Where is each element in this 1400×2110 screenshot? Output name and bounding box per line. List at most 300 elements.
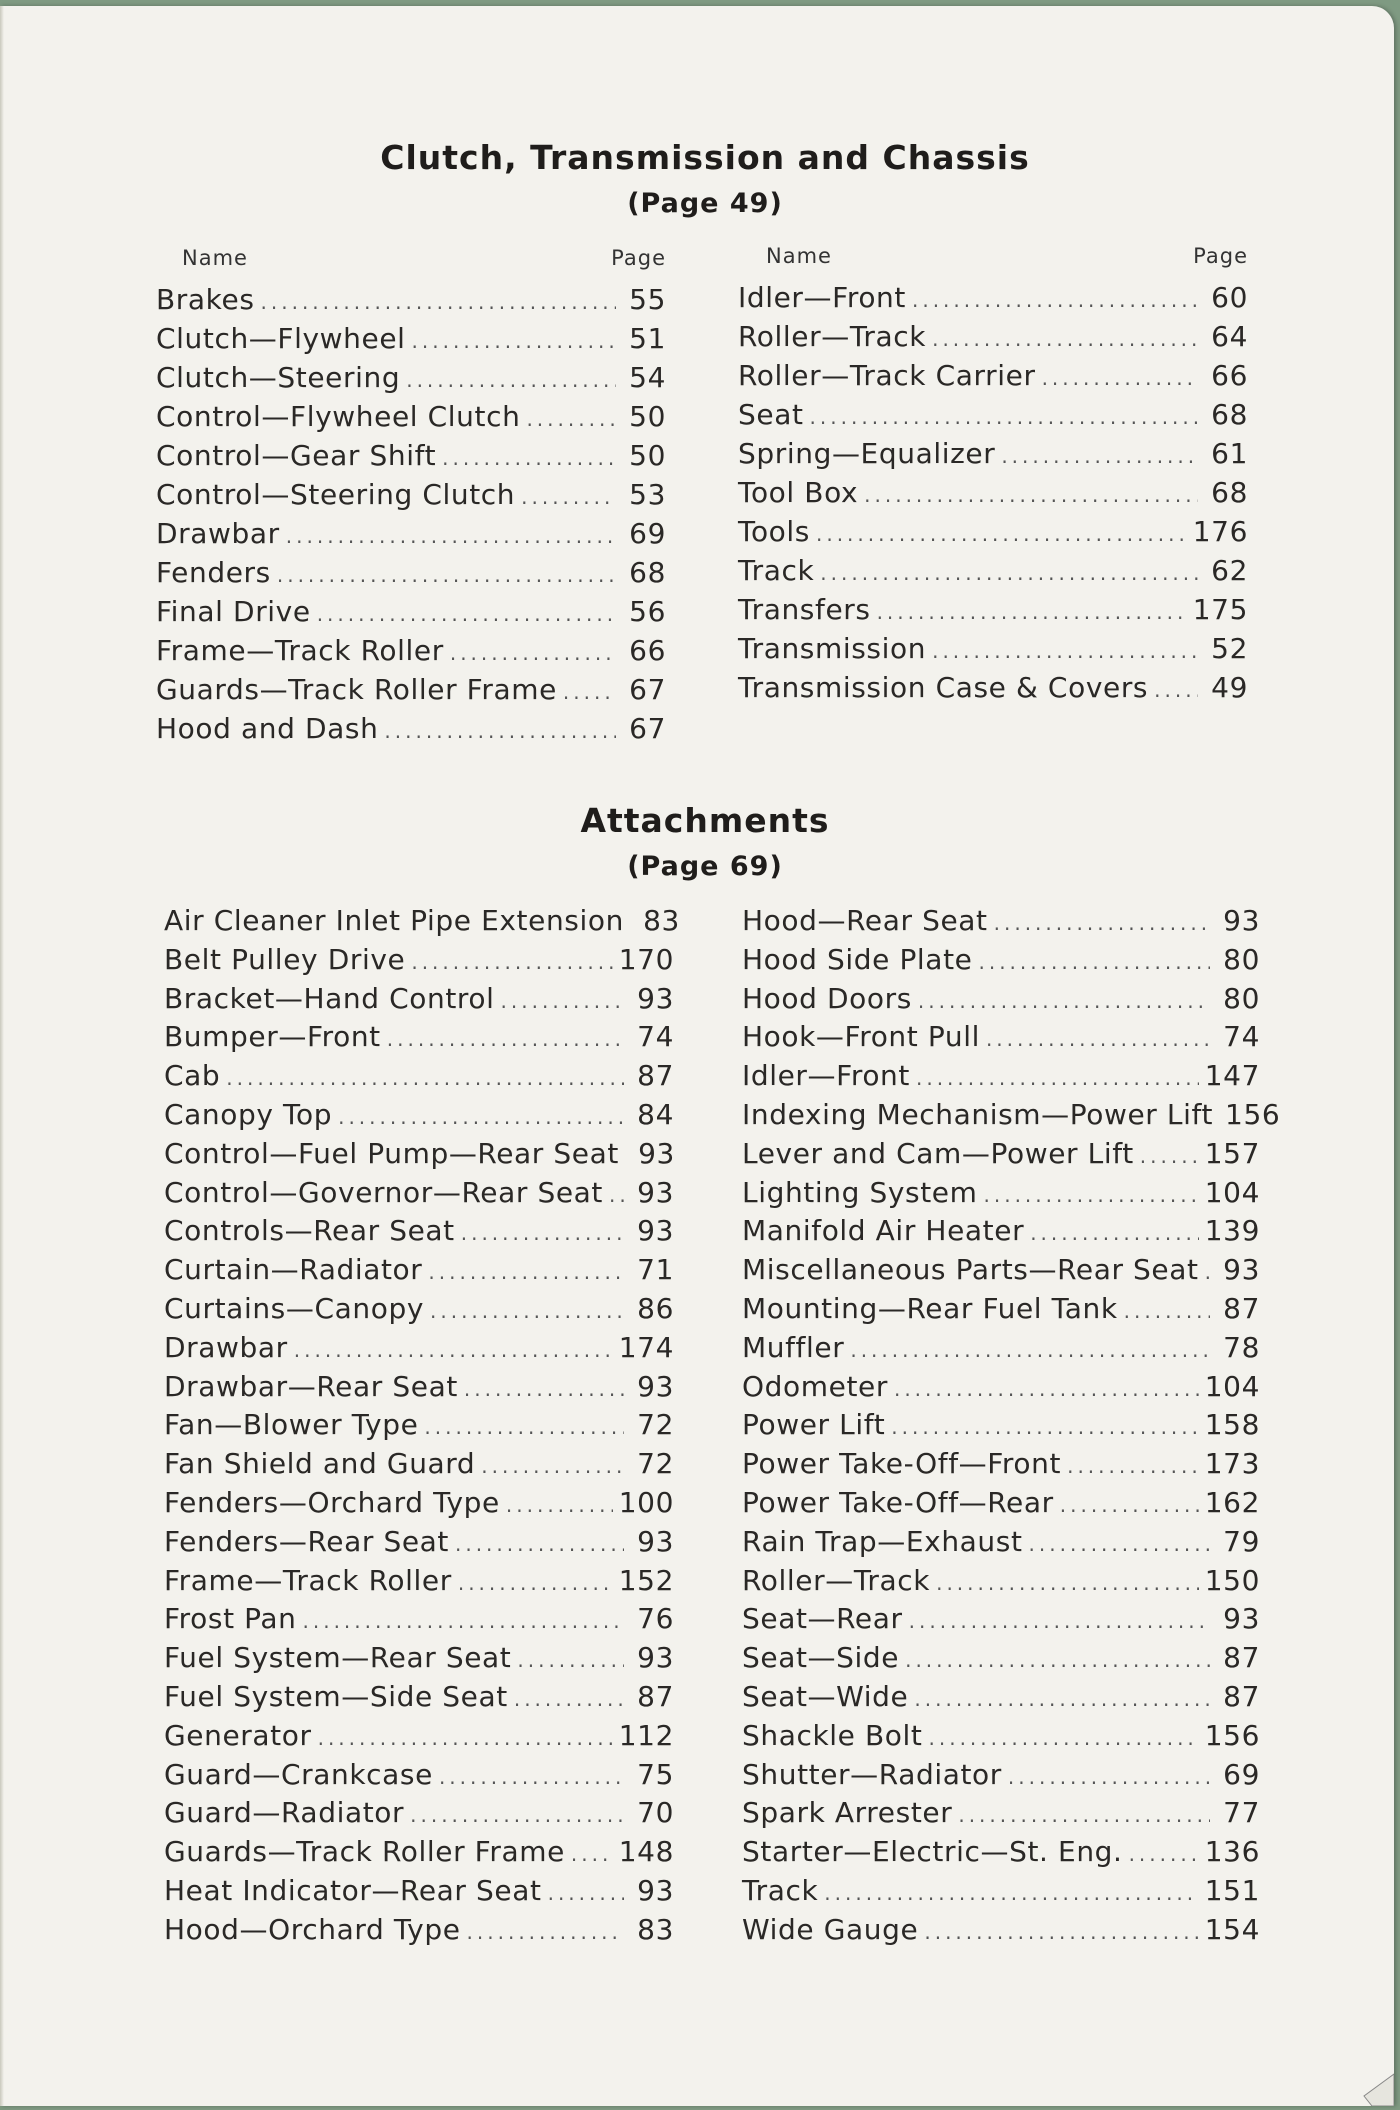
entry-name: Rain Trap—Exhaust [742, 1524, 1023, 1558]
index-entry [164, 1756, 674, 1795]
dot-leader [226, 1059, 624, 1098]
index-entry [164, 1484, 674, 1523]
index-entry [164, 1600, 674, 1639]
entry-name: Hood Side Plate [742, 942, 973, 976]
entry-page-number: 66 [1211, 359, 1248, 392]
entry-name: Clutch—Flywheel [156, 322, 406, 355]
index-entry [742, 1057, 1260, 1096]
entry-name: Manifold Air Heater [742, 1214, 1025, 1248]
dot-leader [458, 1564, 613, 1603]
index-entry [742, 1678, 1260, 1717]
dot-leader [932, 320, 1198, 359]
entry-page-number: 64 [1211, 320, 1248, 353]
dot-leader [410, 1796, 624, 1835]
entry-page-number: 75 [637, 1757, 674, 1791]
entry-page-number: 80 [1223, 942, 1260, 976]
entry-name: Hook—Front Pull [742, 1020, 980, 1054]
entry-name: Final Drive [156, 595, 311, 628]
entry-page-number: 156 [1225, 1097, 1281, 1131]
index-entry [156, 280, 666, 319]
index-entry [164, 1212, 674, 1251]
entry-name: Track [742, 1873, 819, 1907]
entry-name: Cab [164, 1059, 221, 1093]
entry-name: Belt Pulley Drive [164, 942, 406, 976]
entry-page-number: 93 [1223, 1602, 1260, 1636]
entry-name: Miscellaneous Parts—Rear Seat [742, 1253, 1199, 1287]
entry-page-number: 156 [1204, 1718, 1260, 1752]
entry-name: Power Lift [742, 1408, 886, 1442]
index-entry [742, 1096, 1281, 1135]
index-entry [164, 1872, 674, 1911]
entry-name: Lever and Cam—Power Lift [742, 1136, 1134, 1170]
index-entry [742, 1833, 1260, 1872]
dot-leader [984, 1176, 1199, 1215]
index-entry [742, 1562, 1260, 1601]
dot-leader [924, 1913, 1198, 1952]
index-entry [742, 1717, 1260, 1756]
entry-name: Fenders—Rear Seat [164, 1524, 449, 1558]
dot-leader [501, 982, 624, 1021]
dot-leader [1060, 1486, 1199, 1525]
entry-name: Shutter—Radiator [742, 1757, 1002, 1791]
dot-leader [609, 1176, 624, 1215]
entry-name: Heat Indicator—Rear Seat [164, 1873, 542, 1907]
entry-page-number: 79 [1223, 1524, 1260, 1558]
dot-leader [994, 904, 1210, 943]
dot-leader [816, 515, 1187, 554]
entry-page-number: 66 [629, 634, 666, 667]
page-curl-icon [1354, 2066, 1394, 2106]
entry-page-number: 136 [1204, 1835, 1260, 1869]
dot-leader [1030, 1214, 1199, 1253]
dot-leader [318, 1719, 613, 1758]
dot-leader [526, 400, 616, 439]
index-entry [164, 941, 674, 980]
entry-page-number: 60 [1211, 281, 1248, 314]
dot-leader [1008, 1758, 1210, 1797]
index-entry [738, 668, 1248, 707]
entry-name: Power Take-Off—Front [742, 1447, 1062, 1481]
dot-leader [548, 1874, 624, 1913]
entry-name: Track [738, 554, 815, 587]
entry-page-number: 53 [629, 478, 666, 511]
entry-page-number: 50 [629, 400, 666, 433]
index-entry [742, 1639, 1260, 1678]
entry-page-number: 76 [637, 1602, 674, 1636]
entry-name: Transmission [738, 632, 927, 665]
index-entry [738, 395, 1248, 434]
dot-leader [912, 281, 1198, 320]
entry-name: Fan—Blower Type [164, 1408, 419, 1442]
entry-page-number: 74 [637, 1020, 674, 1054]
entry-name: Canopy Top [164, 1097, 333, 1131]
column-header-page: Page [1193, 244, 1248, 268]
index-entry [742, 1368, 1260, 1407]
entry-name: Idler—Front [738, 281, 906, 314]
entry-name: Control—Flywheel Clutch [156, 400, 521, 433]
dot-leader [1001, 437, 1198, 476]
index-entry [742, 1018, 1260, 1057]
entry-name: Odometer [742, 1369, 888, 1403]
dot-leader [521, 478, 616, 517]
entry-page-number: 104 [1204, 1369, 1260, 1403]
dot-leader [455, 1525, 624, 1564]
dot-leader [936, 1564, 1199, 1603]
entry-name: Guard—Crankcase [164, 1757, 433, 1791]
entry-name: Seat [738, 398, 804, 431]
entry-name: Curtains—Canopy [164, 1291, 424, 1325]
index-entry [742, 1290, 1260, 1329]
entry-page-number: 87 [1223, 1291, 1260, 1325]
dot-leader [514, 1680, 624, 1719]
entry-name: Roller—Track Carrier [738, 359, 1036, 392]
entry-page-number: 67 [629, 673, 666, 706]
entry-name: Roller—Track [738, 320, 927, 353]
entry-name: Guards—Track Roller Frame [156, 673, 557, 706]
entry-name: Seat—Side [742, 1641, 900, 1675]
dot-leader [916, 1059, 1199, 1098]
entry-page-number: 62 [1211, 554, 1248, 587]
entry-page-number: 162 [1204, 1485, 1260, 1519]
entry-name: Lighting System [742, 1175, 978, 1209]
entry-name: Hood—Orchard Type [164, 1912, 461, 1946]
entry-name: Drawbar [164, 1330, 288, 1364]
entry-name: Control—Gear Shift [156, 439, 437, 472]
entry-page-number: 72 [637, 1447, 674, 1481]
dot-leader [286, 517, 616, 556]
index-entry [742, 1251, 1260, 1290]
entry-page-number: 87 [637, 1059, 674, 1093]
entry-name: Spring—Equalizer [738, 437, 996, 470]
dot-leader [406, 361, 616, 400]
entry-page-number: 170 [618, 942, 674, 976]
index-entry [738, 434, 1248, 473]
entry-page-number: 61 [1211, 437, 1248, 470]
entry-page-number: 54 [629, 361, 666, 394]
entry-page-number: 150 [1204, 1563, 1260, 1597]
section-subtitle-attachments: (Page 69) [627, 851, 783, 882]
clutch-right-column [738, 278, 1248, 707]
dot-leader [905, 1641, 1210, 1680]
entry-page-number: 87 [1223, 1641, 1260, 1675]
section-title-attachments: Attachments [580, 801, 830, 840]
index-entry [156, 631, 666, 670]
entry-page-number: 71 [637, 1253, 674, 1287]
dot-leader [277, 556, 616, 595]
entry-name: Starter—Electric—St. Eng. [742, 1835, 1123, 1869]
entry-page-number: 158 [1204, 1408, 1260, 1442]
dot-leader [810, 398, 1198, 437]
entry-page-number: 68 [1211, 476, 1248, 509]
entry-name: Fuel System—Rear Seat [164, 1641, 512, 1675]
entry-page-number: 67 [629, 712, 666, 745]
index-entry [164, 1523, 674, 1562]
dot-leader [1067, 1447, 1199, 1486]
index-entry [164, 902, 680, 941]
index-entry [156, 475, 666, 514]
index-entry [738, 629, 1248, 668]
page-edge [0, 6, 4, 2106]
entry-page-number: 72 [637, 1408, 674, 1442]
entry-name: Frame—Track Roller [164, 1563, 452, 1597]
entry-page-number: 77 [1223, 1796, 1260, 1830]
index-entry [164, 1833, 674, 1872]
entry-name: Generator [164, 1718, 312, 1752]
entry-name: Seat—Wide [742, 1679, 909, 1713]
entry-page-number: 112 [618, 1718, 674, 1752]
column-header-page: Page [611, 246, 666, 270]
dot-leader [1029, 1525, 1210, 1564]
index-entry [738, 317, 1248, 356]
dot-leader [1042, 359, 1198, 398]
entry-page-number: 175 [1192, 593, 1248, 626]
index-entry [742, 1135, 1260, 1174]
index-entry [164, 1290, 674, 1329]
index-entry [742, 1212, 1260, 1251]
entry-page-number: 78 [1223, 1330, 1260, 1364]
entry-page-number: 51 [629, 322, 666, 355]
clutch-left-column [156, 280, 666, 748]
entry-name: Hood Doors [742, 981, 912, 1015]
section-subtitle-clutch: (Page 49) [627, 188, 783, 219]
index-entry [742, 1523, 1260, 1562]
index-entry [738, 356, 1248, 395]
index-entry [742, 1329, 1260, 1368]
entry-name: Frame—Track Roller [156, 634, 444, 667]
index-entry [742, 902, 1260, 941]
entry-name: Idler—Front [742, 1059, 910, 1093]
dot-leader [820, 554, 1198, 593]
index-entry [164, 1329, 674, 1368]
entry-page-number: 100 [618, 1485, 674, 1519]
index-entry [164, 1096, 674, 1135]
dot-leader [442, 439, 616, 478]
index-entry [738, 473, 1248, 512]
entry-page-number: 157 [1204, 1136, 1260, 1170]
entry-page-number: 93 [637, 1369, 674, 1403]
entry-name: Controls—Rear Seat [164, 1214, 455, 1248]
index-entry [156, 553, 666, 592]
entry-page-number: 80 [1223, 981, 1260, 1015]
index-entry [738, 590, 1248, 629]
dot-leader [461, 1214, 624, 1253]
column-header-left [182, 246, 666, 274]
entry-name: Transfers [738, 593, 871, 626]
dot-leader [563, 673, 616, 712]
dot-leader [464, 1370, 624, 1409]
entry-name: Air Cleaner Inlet Pipe Extension [164, 904, 624, 937]
entry-name: Spark Arrester [742, 1796, 953, 1830]
dot-leader [864, 476, 1198, 515]
index-entry [738, 278, 1248, 317]
index-entry [156, 358, 666, 397]
index-entry [742, 1756, 1260, 1795]
entry-name: Bumper—Front [164, 1020, 381, 1054]
index-entry [742, 1406, 1260, 1445]
entry-name: Brakes [156, 283, 255, 316]
entry-page-number: 139 [1204, 1214, 1260, 1248]
index-entry [742, 1484, 1260, 1523]
index-entry [164, 1639, 674, 1678]
entry-page-number: 84 [637, 1097, 674, 1131]
entry-name: Drawbar—Rear Seat [164, 1369, 458, 1403]
dot-leader [506, 1486, 613, 1525]
entry-page-number: 83 [637, 1912, 674, 1946]
entry-name: Fan Shield and Guard [164, 1447, 476, 1481]
index-entry [738, 551, 1248, 590]
entry-name: Fuel System—Side Seat [164, 1679, 508, 1713]
dot-leader [1154, 671, 1198, 710]
index-entry [164, 1135, 674, 1174]
dot-leader [294, 1331, 613, 1370]
index-entry [156, 670, 666, 709]
entry-page-number: 152 [618, 1563, 674, 1597]
dot-leader [424, 1408, 624, 1447]
entry-name: Seat—Rear [742, 1602, 903, 1636]
entry-name: Guard—Radiator [164, 1796, 405, 1830]
entry-page-number: 50 [629, 439, 666, 472]
index-entry [156, 592, 666, 631]
entry-page-number: 74 [1223, 1020, 1260, 1054]
entry-page-number: 56 [629, 595, 666, 628]
dot-leader [914, 1680, 1210, 1719]
entry-page-number: 70 [637, 1796, 674, 1830]
entry-name: Mounting—Rear Fuel Tank [742, 1291, 1118, 1325]
dot-leader [1124, 1292, 1210, 1331]
index-entry [742, 1794, 1260, 1833]
entry-page-number: 93 [638, 1136, 675, 1170]
index-entry [742, 941, 1260, 980]
entry-name: Muffler [742, 1330, 845, 1364]
entry-page-number: 69 [1223, 1757, 1260, 1791]
entry-page-number: 93 [1223, 1253, 1260, 1287]
column-header-name: Name [766, 244, 832, 268]
dot-leader [411, 943, 612, 982]
entry-page-number: 55 [629, 283, 666, 316]
dot-leader [303, 1602, 625, 1641]
entry-page-number: 93 [637, 1873, 674, 1907]
entry-page-number: 68 [1211, 398, 1248, 431]
entry-name: Tools [738, 515, 810, 548]
entry-name: Hood—Rear Seat [742, 904, 988, 937]
index-entry [164, 1794, 674, 1833]
entry-page-number: 52 [1211, 632, 1248, 665]
dot-leader [929, 1719, 1199, 1758]
entry-page-number: 151 [1204, 1873, 1260, 1907]
dot-leader [571, 1835, 613, 1874]
entry-page-number: 68 [629, 556, 666, 589]
column-header-name: Name [182, 246, 248, 270]
attachments-left-column [164, 902, 680, 1950]
index-entry [156, 319, 666, 358]
index-entry [164, 1678, 674, 1717]
dot-leader [261, 283, 616, 322]
index-entry [742, 1872, 1260, 1911]
entry-page-number: 104 [1204, 1175, 1260, 1209]
dot-leader [481, 1447, 624, 1486]
dot-leader [918, 982, 1210, 1021]
index-entry [164, 1445, 674, 1484]
entry-page-number: 148 [618, 1835, 674, 1869]
entry-page-number: 49 [1211, 671, 1248, 704]
dot-leader [439, 1758, 624, 1797]
entry-name: Power Take-Off—Rear [742, 1485, 1054, 1519]
entry-name: Indexing Mechanism—Power Lift [742, 1097, 1214, 1131]
index-entry [164, 1562, 674, 1601]
index-entry [164, 980, 674, 1019]
index-entry [156, 397, 666, 436]
dot-leader [338, 1098, 624, 1137]
entry-name: Curtain—Radiator [164, 1253, 423, 1287]
entry-name: Hood and Dash [156, 712, 379, 745]
index-entry [164, 1406, 674, 1445]
entry-name: Fenders—Orchard Type [164, 1485, 500, 1519]
entry-name: Wide Gauge [742, 1912, 919, 1946]
dot-leader [430, 1292, 624, 1331]
entry-name: Control—Governor—Rear Seat [164, 1175, 603, 1209]
index-entry [742, 1600, 1260, 1639]
dot-leader [891, 1408, 1198, 1447]
index-entry [742, 980, 1260, 1019]
dot-leader [317, 595, 616, 634]
dot-leader [932, 632, 1198, 671]
entry-page-number: 93 [637, 1214, 674, 1248]
entry-page-number: 87 [1223, 1679, 1260, 1713]
section-title-clutch: Clutch, Transmission and Chassis [380, 138, 1030, 177]
index-entry [164, 1911, 674, 1950]
dot-leader [909, 1602, 1210, 1641]
entry-name: Frost Pan [164, 1602, 297, 1636]
index-entry [164, 1018, 674, 1057]
entry-name: Guards—Track Roller Frame [164, 1835, 565, 1869]
dot-leader [894, 1370, 1199, 1409]
index-entry [742, 1445, 1260, 1484]
entry-page-number: 69 [629, 517, 666, 550]
index-entry [742, 1174, 1260, 1213]
entry-page-number: 154 [1204, 1912, 1260, 1946]
entry-page-number: 93 [637, 1524, 674, 1558]
dot-leader [978, 943, 1210, 982]
dot-leader [986, 1020, 1210, 1059]
dot-leader [384, 712, 616, 751]
entry-page-number: 86 [637, 1291, 674, 1325]
index-entry [164, 1174, 674, 1213]
dot-leader [517, 1641, 624, 1680]
index-entry [164, 1057, 674, 1096]
entry-name: Drawbar [156, 517, 280, 550]
entry-page-number: 83 [643, 904, 680, 937]
entry-page-number: 93 [1223, 904, 1260, 937]
entry-name: Control—Fuel Pump—Rear Seat [164, 1136, 619, 1170]
entry-page-number: 87 [637, 1679, 674, 1713]
index-entry [156, 709, 666, 748]
entry-page-number: 93 [637, 1175, 674, 1209]
dot-leader [877, 593, 1187, 632]
entry-page-number: 93 [637, 1641, 674, 1675]
dot-leader [450, 634, 616, 673]
index-entry [164, 1368, 674, 1407]
entry-page-number: 93 [637, 981, 674, 1015]
entry-name: Transmission Case & Covers [738, 671, 1149, 704]
dot-leader [387, 1020, 624, 1059]
dot-leader [428, 1253, 624, 1292]
dot-leader [824, 1874, 1198, 1913]
dot-leader [1140, 1137, 1199, 1176]
attachments-right-column [742, 902, 1281, 1950]
entry-name: Tool Box [738, 476, 859, 509]
dot-leader [1205, 1253, 1210, 1292]
index-entry [164, 1251, 674, 1290]
